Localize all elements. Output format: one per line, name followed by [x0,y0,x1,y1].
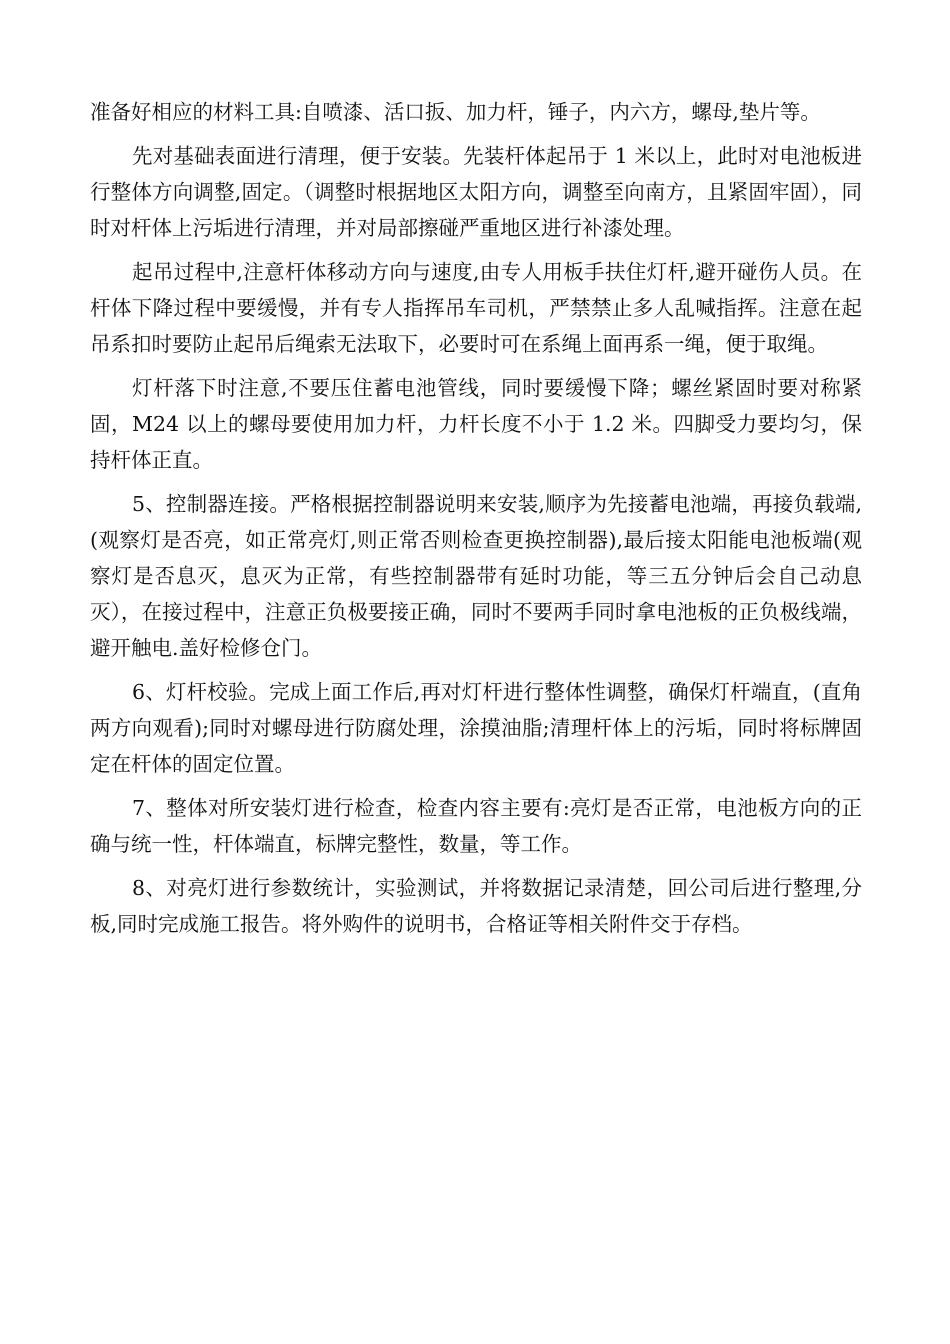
paragraph-foundation-cleaning: 先对基础表面进行清理，便于安装。先装杆体起吊于 1 米以上，此时对电池板进行整体方向调整,固定。（调整时根据地区太阳方向，调整至向南方，且紧固牢固），同时对杆体上污垢进行清理，并对局部擦碰严重地区进行补漆处理。 [90,144,862,240]
paragraph-controller-connection: 5、控制器连接。严格根据控制器说明来安装,顺序为先接蓄电池端，再接负载端,(观察灯是否亮，如正常亮灯,则正常否则检查更换控制器),最后接太阳能电池板端(观察灯是否息灭，息灭为正常，有些控制器带有延时功能，等三五分钟后会自己动息灭），在接过程中，注意正负极要接正确，同时不要两手同时拿电池板的正负极线端，避开触电.盖好检修仓门。 [90,492,862,660]
paragraph-pole-lowering: 灯杆落下时注意,不要压住蓄电池管线，同时要缓慢下降；螺丝紧固时要对称紧固，M24 以上的螺母要使用加力杆，力杆长度不小于 1.2 米。四脚受力要均匀，保持杆体正直。 [90,376,862,472]
document-body [90,94,862,950]
paragraph-overall-inspection: 7、整体对所安装灯进行检查，检查内容主要有:亮灯是否正常，电池板方向的正确与统一性，杆体端直，标牌完整性，数量，等工作。 [90,796,862,856]
paragraph-pole-calibration: 6、灯杆校验。完成上面工作后,再对灯杆进行整体性调整，确保灯杆端直，(直角两方向观看);同时对螺母进行防腐处理，涂摸油脂;清理杆体上的污垢，同时将标牌固定在杆体的固定位置。 [90,680,862,776]
paragraph-materials: 准备好相应的材料工具:自喷漆、活口扳、加力杆，锤子，内六方，螺母,垫片等。 [90,100,821,124]
paragraph-lifting-process: 起吊过程中,注意杆体移动方向与速度,由专人用板手扶住灯杆,避开碰伤人员。在杆体下降过程中要缓慢，并有专人指挥吊车司机，严禁禁止多人乱喊指挥。注意在起吊系扣时要防止起吊后绳索无法取下，必要时可在系绳上面再系一绳，便于取绳。 [90,260,862,356]
paragraph-parameter-statistics: 8、对亮灯进行参数统计，实验测试，并将数据记录清楚，回公司后进行整理,分板,同时完成施工报告。将外购件的说明书，合格证等相关附件交于存档。 [90,876,862,936]
